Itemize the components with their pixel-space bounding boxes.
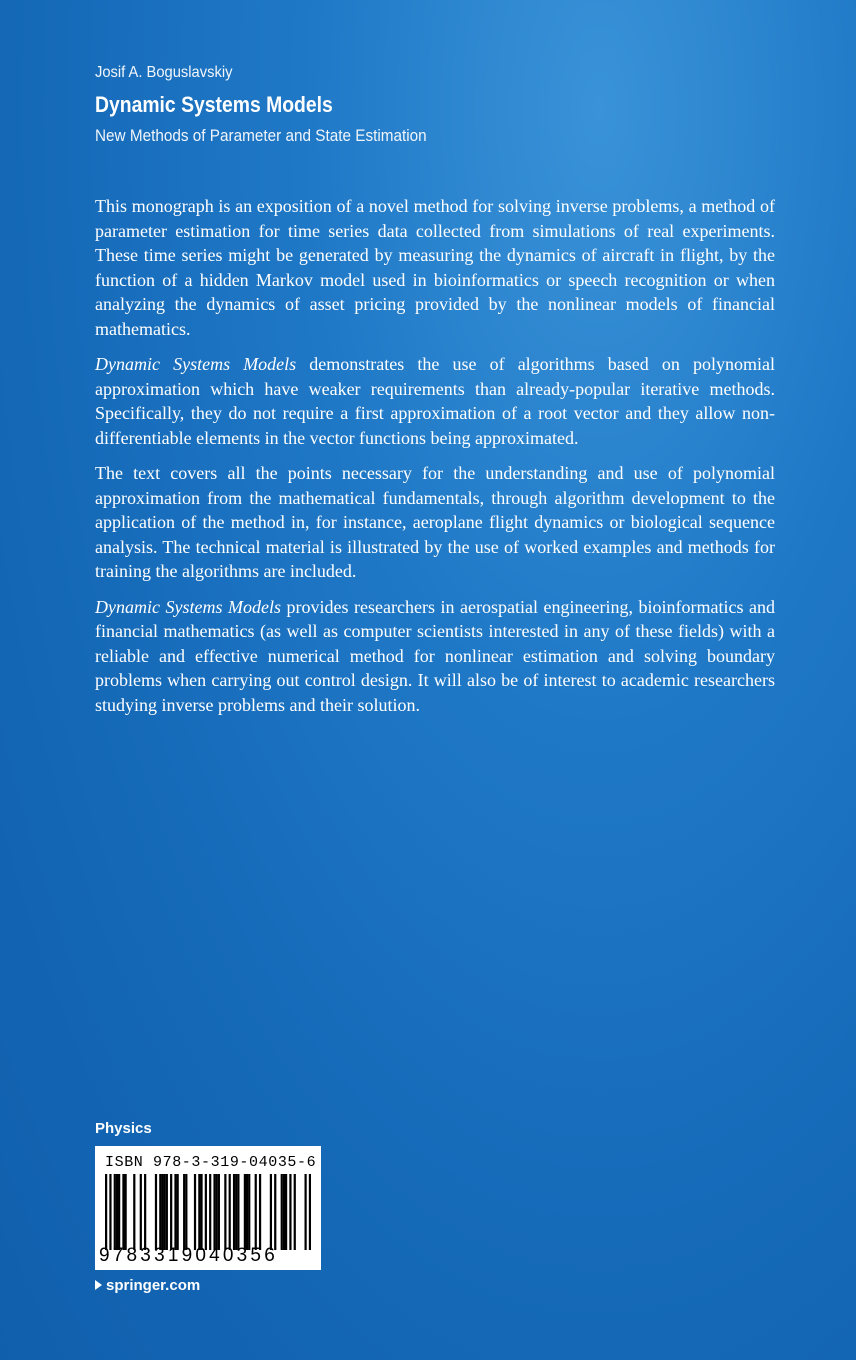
barcode-bar [174,1174,176,1250]
book-subtitle: New Methods of Parameter and State Estimation [95,126,427,145]
blurb-paragraph-4-text: provides researchers in aerospatial engineering, bioinformatics and financial mathematics (as well as computer scientists interested in any of these fields) with a reliable and effective numerical method for nonlinear estimation and solving boundary problems when carrying out control design. It will also be of interest to academic researchers studying inverse problems and their solution. [95,596,775,715]
barcode-bar [122,1174,124,1250]
barcode-bar [281,1174,283,1250]
barcode-bar [200,1174,202,1250]
ean-digits: 9783319040356 [99,1245,278,1266]
barcode-bar [155,1174,157,1250]
barcode-bar [274,1174,276,1250]
barcode-bar [283,1174,285,1250]
subject-category: Physics [95,1120,152,1137]
barcode-bar [159,1174,161,1250]
barcode-bar [309,1174,311,1250]
barcode-bar [198,1174,200,1250]
barcode-bar [125,1174,127,1250]
barcode-bar [133,1174,135,1250]
barcode-bar [205,1174,207,1250]
barcode-bar [246,1174,248,1250]
barcode-bar [285,1174,287,1250]
cover-blurb [95,194,775,728]
author-name: Josif A. Boguslavskiy [95,64,233,81]
barcode-bar [183,1174,185,1250]
barcode-bar [109,1174,111,1250]
barcode-bar [304,1174,306,1250]
isbn-label: ISBN 978-3-319-04035-6 [105,1154,317,1171]
barcode-bar [170,1174,172,1250]
barcode-bar [116,1174,118,1250]
publisher-website[interactable] [95,1277,200,1294]
barcode-bar [235,1174,237,1250]
barcode-bar [216,1174,218,1250]
barcode-bar [144,1174,146,1250]
barcode-bar [248,1174,250,1250]
isbn-barcode [95,1146,321,1270]
barcode-bar [255,1174,257,1250]
barcode-bar [161,1174,163,1250]
barcode-bar [118,1174,120,1250]
arrow-right-icon [95,1280,102,1290]
blurb-paragraph-3: The text covers all the points necessary for the understanding and use of polynomial approximation from the mathematical fundamentals, through algorithm development to the application of the method in, for instance, aeroplane flight dynamics or biological sequence analysis. The technical material is illustrated by the use of worked examples and methods for training the algorithms are included. [95,463,775,581]
website-text: springer.com [106,1277,201,1294]
barcode-bar [233,1174,235,1250]
barcode-bar [270,1174,272,1250]
blurb-paragraph-4 [95,595,775,718]
barcode-bar [194,1174,196,1250]
blurb-title-ref: Dynamic Systems Models [95,354,297,374]
barcode-bar [114,1174,116,1250]
barcode-bar [218,1174,220,1250]
barcode-bar [294,1174,296,1250]
blurb-title-ref: Dynamic Systems Models [95,596,282,617]
barcode-bar [209,1174,211,1250]
blurb-paragraph-1: This monograph is an exposition of a novel method for solving inverse problems, a method of parameter estimation for time series data collected from simulations of real experiments. These time series might be generated by measuring the dynamics of aircraft in flight, by the function of a hidden Markov model used in bioinformatics or speech recognition or when analyzing the dynamics of asset pricing provided by the nonlinear models of financial mathematics. [95,196,775,339]
barcode-bar [105,1174,107,1250]
barcode-bar [244,1174,246,1250]
barcode-bar [177,1174,179,1250]
barcode-bar [229,1174,231,1250]
barcode-bar [259,1174,261,1250]
barcode-bar [164,1174,166,1250]
barcode-bar [166,1174,168,1250]
barcode-bar [140,1174,142,1250]
barcode-bars [105,1174,311,1250]
barcode-bar [213,1174,215,1250]
barcode-bar [224,1174,226,1250]
barcode-bar [237,1174,239,1250]
barcode-bar [185,1174,187,1250]
barcode-bar [289,1174,291,1250]
book-title: Dynamic Systems Models [95,92,333,117]
blurb-paragraph-2-text: demonstrates the use of algorithms based on polynomial approximation which have weaker requirements than already-popular iterative methods. Specifically, they do not require a first approximation of a root vector and they allow non-differentiable elements in the vector functions being approximated. [95,354,775,448]
blurb-paragraph-2 [95,352,775,450]
